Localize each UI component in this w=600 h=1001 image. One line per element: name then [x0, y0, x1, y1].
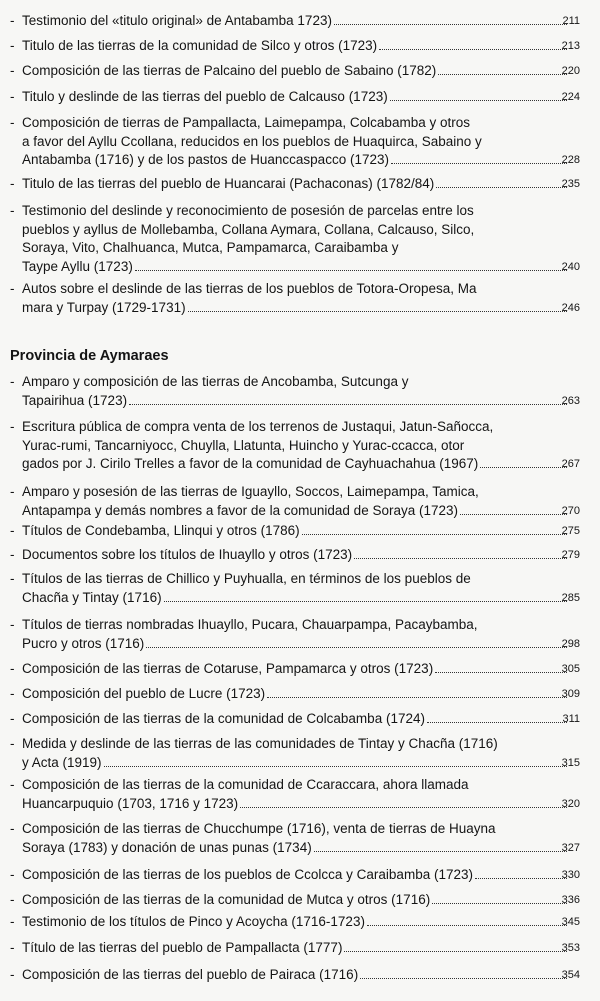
- bullet-dash: -: [10, 38, 15, 53]
- entry-title: [22, 373, 570, 410]
- leader-dots: [302, 534, 567, 535]
- entry-line-text: Escritura pública de compra venta de los terrenos de Justaqui, Jatun-Sañocca,: [22, 419, 494, 434]
- page-number: 320: [561, 797, 580, 810]
- leader-dots: [267, 697, 567, 698]
- page-number: 220: [561, 65, 580, 77]
- leader-dots: [438, 74, 567, 75]
- entry-line: [22, 114, 570, 133]
- entry-line-text: pueblos y ayllus de Mollebamba, Collana Aymara, Collana, Calcauso, Silco,: [22, 221, 475, 237]
- entry-line: [22, 12, 570, 31]
- entry-line-text: Yurac-rumi, Tancarniyocc, Chuylla, Llatunta, Huincho y Yurac-ccacca, otor: [22, 437, 465, 453]
- entry-line-text: Huancarpuquio (1703, 1716 y 1723): [22, 795, 239, 811]
- entry-line: [22, 133, 570, 152]
- bullet-dash: -: [10, 523, 15, 538]
- entry-line: [22, 88, 570, 107]
- entry-title: [22, 418, 570, 474]
- page-number: 240: [561, 260, 580, 273]
- entry-line: [22, 891, 570, 910]
- bullet-dash: -: [10, 176, 15, 191]
- page-number: 211: [562, 15, 580, 27]
- entry-line: [22, 589, 570, 608]
- entry-line-text: Composición de las tierras del pueblo de Pairaca (1716): [22, 967, 359, 982]
- entry-line-text: Composición del pueblo de Lucre (1723): [22, 686, 266, 701]
- bullet-dash: -: [10, 711, 15, 726]
- leader-dots: [164, 601, 567, 602]
- leader-dots: [240, 807, 567, 808]
- entry-line-text: Composición de las tierras de la comunidad de Colcabamba (1724): [22, 711, 425, 726]
- entry-line-text: Composición de tierras de Pampallacta, Laimepampa, Colcabamba y otros: [22, 115, 470, 130]
- entry-title: [22, 866, 570, 885]
- entry-line: [22, 258, 570, 277]
- bullet-dash: -: [10, 484, 15, 499]
- entry-line: [22, 175, 570, 194]
- leader-dots: [334, 24, 567, 25]
- entry-line-text: Títulos de las tierras de Chillico y Puyhualla, en términos de los pueblos de: [22, 571, 471, 586]
- entry-line: [22, 151, 570, 170]
- leader-dots: [390, 100, 567, 101]
- entry-line-text: Antabamba (1716) y de los pastos de Huanccaspacco (1723): [22, 152, 389, 168]
- page-number: 305: [561, 663, 580, 675]
- entry-line: [22, 966, 570, 985]
- page-number: 309: [561, 688, 580, 700]
- leader-dots: [427, 722, 567, 723]
- entry-line-text: a favor del Ayllu Ccollana, reducidos en los pueblos de Huaquirca, Sabaino y: [22, 133, 482, 149]
- entry-line: [22, 373, 570, 392]
- entry-title: [22, 685, 570, 704]
- entry-line: [22, 483, 570, 502]
- entry-title: [22, 939, 570, 958]
- bullet-dash: -: [10, 892, 15, 907]
- entry-line: [22, 392, 570, 411]
- entry-line-text: Testimonio del deslinde y reconocimiento de posesión de parcelas entre los: [22, 203, 474, 218]
- leader-dots: [391, 163, 567, 164]
- entry-line: [22, 735, 570, 754]
- entry-line-text: Titulo de las tierras de la comunidad de Silco y otros (1723): [22, 38, 378, 53]
- entry-title: [22, 966, 570, 985]
- bullet-dash: -: [10, 686, 15, 701]
- page-number: 224: [561, 91, 580, 103]
- entry-line: [22, 221, 570, 240]
- entry-line: [22, 685, 570, 704]
- entry-line: [22, 455, 570, 474]
- page-number: 336: [561, 894, 580, 906]
- entry-title: [22, 710, 570, 729]
- bullet-dash: -: [10, 940, 15, 955]
- entry-title: [22, 913, 570, 932]
- bullet-dash: -: [10, 617, 15, 632]
- entry-title: [22, 114, 570, 170]
- page-number: 279: [561, 549, 580, 561]
- page-number: 353: [561, 942, 580, 954]
- page-number: 311: [562, 713, 580, 725]
- section-heading: Provincia de Aymaraes: [10, 348, 169, 364]
- entry-line-text: Composición de las tierras de Palcaino del pueblo de Sabaino (1782): [22, 63, 437, 78]
- entry-line-text: mara y Turpay (1729-1731): [22, 299, 186, 315]
- entry-title: [22, 483, 570, 520]
- page-number: 327: [561, 841, 580, 854]
- page-number: 235: [561, 178, 580, 190]
- entry-line: [22, 418, 570, 437]
- page-number: 267: [561, 458, 580, 471]
- entry-line-text: Títulos de Condebamba, Llinqui y otros (1786): [22, 523, 300, 538]
- entry-line-text: Composición de las tierras de Chucchumpe (1716), venta de tierras de Huayna: [22, 821, 496, 836]
- entry-line: [22, 299, 570, 318]
- entry-line: [22, 795, 570, 814]
- entry-line: [22, 546, 570, 565]
- entry-line: [22, 202, 570, 221]
- bullet-dash: -: [10, 821, 15, 836]
- entry-line: [22, 239, 570, 258]
- leader-dots: [135, 270, 567, 271]
- entry-line-text: Títulos de tierras nombradas Ihuayllo, Pucara, Chauarpampa, Pacaybamba,: [22, 617, 478, 632]
- entry-line: [22, 660, 570, 679]
- leader-dots: [314, 851, 567, 852]
- entry-line-text: Título de las tierras del pueblo de Pampallacta (1777): [22, 940, 343, 955]
- entry-line-text: Testimonio de los títulos de Pinco y Acoycha (1716-1723): [22, 914, 365, 929]
- entry-line: [22, 635, 570, 654]
- entry-line-text: Taype Ayllu (1723): [22, 258, 133, 274]
- leader-dots: [480, 467, 567, 468]
- page-number: 330: [561, 869, 580, 881]
- entry-line-text: y Acta (1919): [22, 754, 102, 770]
- entry-title: [22, 660, 570, 679]
- leader-dots: [475, 878, 567, 879]
- entry-line-text: Soraya, Vito, Chalhuanca, Mutca, Pampamarca, Caraibamba y: [22, 240, 399, 256]
- bullet-dash: -: [10, 661, 15, 676]
- entry-line-text: Titulo de las tierras del pueblo de Huancarai (Pachaconas) (1782/84): [22, 176, 435, 191]
- entry-line: [22, 280, 570, 299]
- entry-line: [22, 866, 570, 885]
- page-number: 298: [561, 637, 580, 650]
- entry-title: [22, 522, 570, 541]
- entry-line: [22, 710, 570, 729]
- bullet-dash: -: [10, 736, 15, 751]
- entry-title: [22, 570, 570, 607]
- leader-dots: [379, 49, 567, 50]
- page-number: 270: [561, 504, 580, 517]
- bullet-dash: -: [10, 374, 15, 389]
- entry-line-text: gados por J. Cirilo Trelles a favor de la comunidad de Cayhuachahua (1967): [22, 456, 479, 472]
- leader-dots: [188, 311, 567, 312]
- entry-title: [22, 891, 570, 910]
- leader-dots: [354, 558, 567, 559]
- entry-line-text: Tapairihua (1723): [22, 392, 128, 408]
- entry-title: [22, 12, 570, 31]
- leader-dots: [367, 925, 567, 926]
- entry-title: [22, 280, 570, 317]
- entry-line: [22, 570, 570, 589]
- bullet-dash: -: [10, 914, 15, 929]
- leader-dots: [432, 903, 567, 904]
- page-number: 228: [561, 154, 580, 167]
- bullet-dash: -: [10, 13, 15, 28]
- bullet-dash: -: [10, 571, 15, 586]
- leader-dots: [104, 766, 567, 767]
- entry-line-text: Amparo y composición de las tierras de Ancobamba, Sutcunga y: [22, 374, 409, 389]
- entry-title: [22, 62, 570, 81]
- entry-title: [22, 37, 570, 56]
- entry-line: [22, 776, 570, 795]
- page-number: 246: [561, 301, 580, 314]
- entry-line: [22, 913, 570, 932]
- entry-line: [22, 839, 570, 858]
- entry-line: [22, 820, 570, 839]
- entry-line-text: Titulo y deslinde de las tierras del pueblo de Calcauso (1723): [22, 89, 388, 104]
- entry-line-text: Composición de las tierras de la comunidad de Ccaraccara, ahora llamada: [22, 777, 469, 792]
- entry-line-text: Chacña y Tintay (1716): [22, 589, 162, 605]
- entry-line: [22, 939, 570, 958]
- entry-line-text: Antapampa y demás nombres a favor de la comunidad de Soraya (1723): [22, 502, 459, 518]
- entry-title: [22, 820, 570, 857]
- page-number: 354: [561, 969, 580, 981]
- entry-line: [22, 616, 570, 635]
- entry-line: [22, 37, 570, 56]
- leader-dots: [436, 187, 567, 188]
- page-number: 345: [561, 916, 580, 928]
- entry-line-text: Pucro y otros (1716): [22, 635, 145, 651]
- entry-title: [22, 88, 570, 107]
- bullet-dash: -: [10, 281, 15, 296]
- entry-line-text: Composición de las tierras de los pueblos de Ccolcca y Caraibamba (1723): [22, 867, 473, 882]
- entry-title: [22, 202, 570, 276]
- bullet-dash: -: [10, 419, 15, 434]
- bullet-dash: -: [10, 967, 15, 982]
- entry-line: [22, 437, 570, 456]
- entry-line: [22, 62, 570, 81]
- entry-line-text: Amparo y posesión de las tierras de Iguayllo, Soccos, Laimepampa, Tamica,: [22, 484, 479, 499]
- entry-line-text: Soraya (1783) y donación de unas punas (1734): [22, 839, 312, 855]
- entry-line-text: Testimonio del «titulo original» de Antabamba 1723): [22, 13, 332, 28]
- bullet-dash: -: [10, 89, 15, 104]
- bullet-dash: -: [10, 867, 15, 882]
- entry-line-text: Composición de las tierras de la comunidad de Mutca y otros (1716): [22, 892, 431, 907]
- entry-line: [22, 754, 570, 773]
- entry-title: [22, 546, 570, 565]
- bullet-dash: -: [10, 203, 15, 218]
- page-number: 275: [561, 525, 580, 537]
- leader-dots: [435, 672, 567, 673]
- page-number: 213: [561, 40, 580, 52]
- entry-line-text: Documentos sobre los títulos de Ihuayllo y otros (1723): [22, 547, 353, 562]
- leader-dots: [129, 404, 567, 405]
- entry-line-text: Composición de las tierras de Cotaruse, Pampamarca y otros (1723): [22, 661, 434, 676]
- leader-dots: [344, 951, 567, 952]
- entry-line: [22, 522, 570, 541]
- page-number: 315: [561, 756, 580, 769]
- bullet-dash: -: [10, 115, 15, 130]
- page-number: 263: [561, 394, 580, 407]
- entry-title: [22, 776, 570, 813]
- entry-line-text: Medida y deslinde de las tierras de las comunidades de Tintay y Chacña (1716): [22, 736, 498, 751]
- bullet-dash: -: [10, 547, 15, 562]
- entry-title: [22, 175, 570, 194]
- entry-line: [22, 502, 570, 521]
- entry-line-text: Autos sobre el deslinde de las tierras de los pueblos de Totora-Oropesa, Ma: [22, 281, 477, 296]
- leader-dots: [360, 978, 567, 979]
- entry-title: [22, 616, 570, 653]
- leader-dots: [146, 647, 567, 648]
- entry-title: [22, 735, 570, 772]
- bullet-dash: -: [10, 777, 15, 792]
- leader-dots: [460, 514, 567, 515]
- bullet-dash: -: [10, 63, 15, 78]
- page-number: 285: [561, 591, 580, 604]
